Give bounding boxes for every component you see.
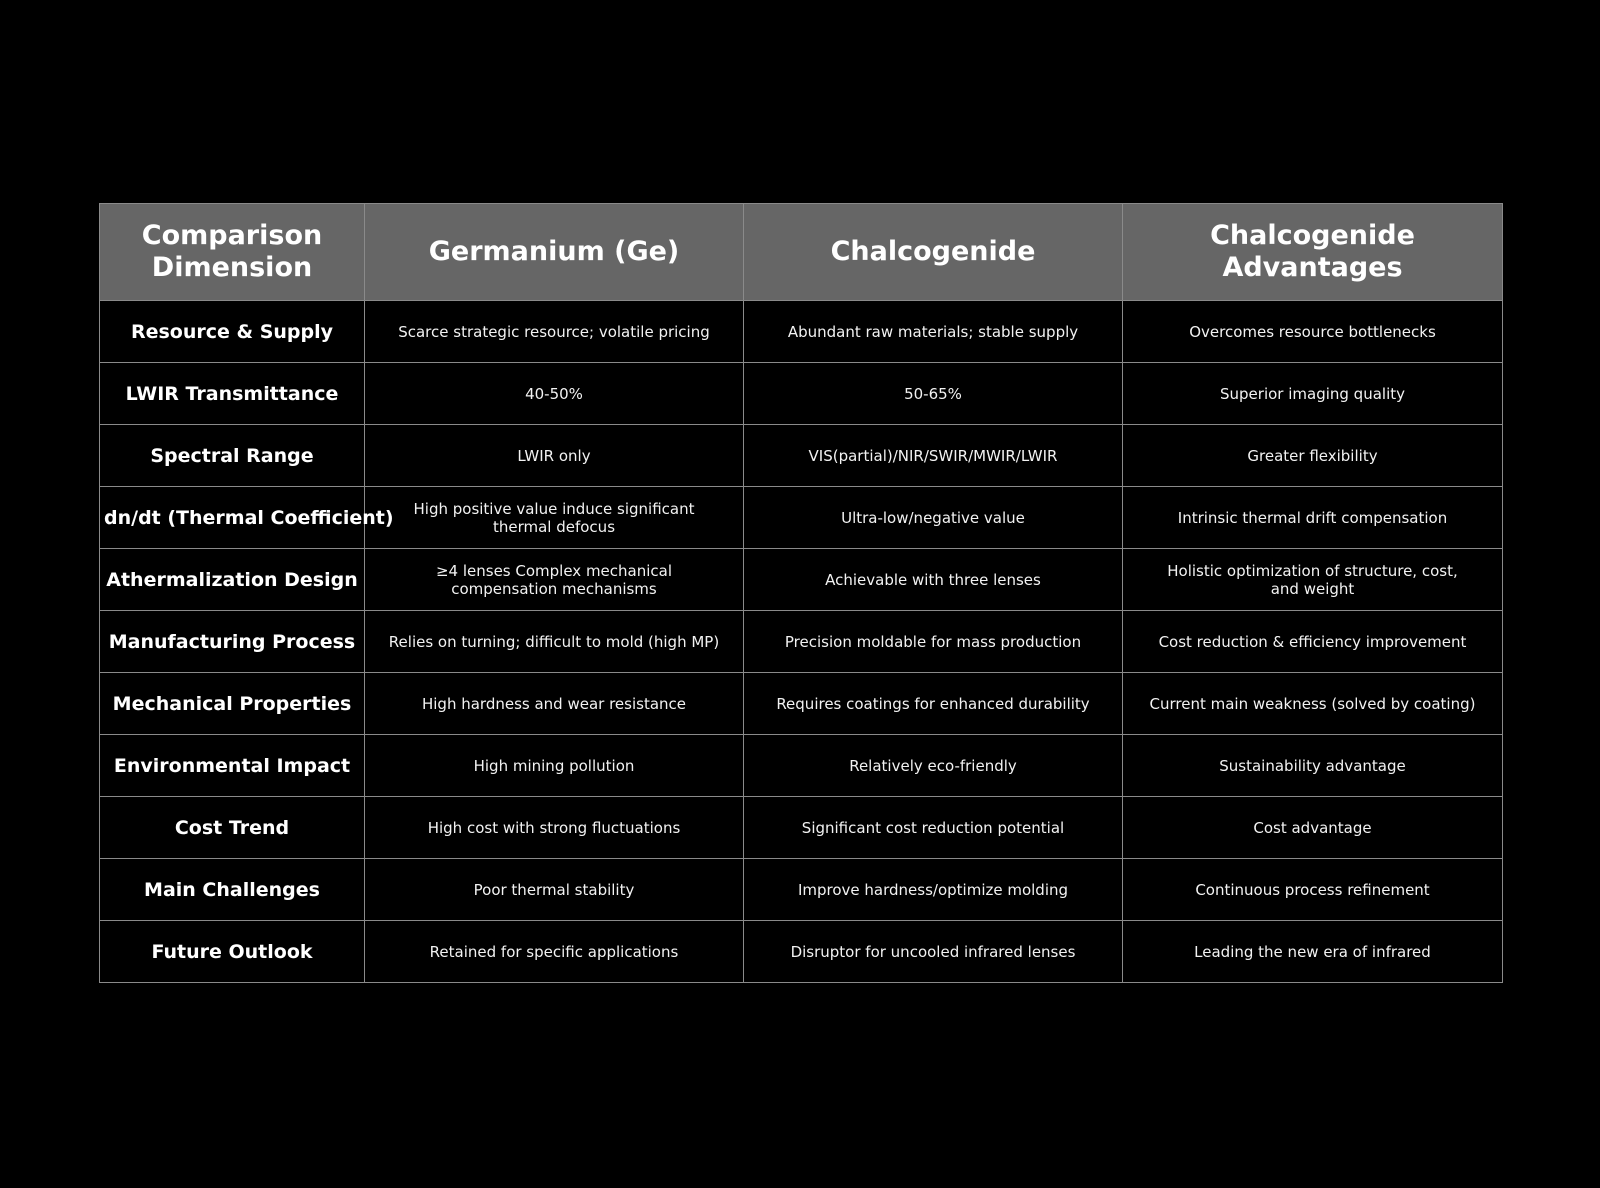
cell-text: ≥4 lenses Complex mechanical compensation mechanisms (435, 561, 673, 598)
table-header (100, 204, 1503, 301)
chalcogenide-cell: 50-65% (744, 363, 1123, 425)
header-row (100, 204, 1503, 301)
cell-text: Holistic optimization of structure, cost, and weight (1167, 561, 1458, 598)
germanium-cell: High hardness and wear resistance (365, 673, 744, 735)
dimension-cell: Cost Trend (100, 797, 365, 859)
advantage-cell: Cost reduction & efficiency improvement (1123, 611, 1503, 673)
germanium-cell: Retained for specific applications (365, 921, 744, 983)
advantage-cell: Continuous process refinement (1123, 859, 1503, 921)
header-label: Comparison Dimension (141, 220, 323, 283)
dimension-cell: Resource & Supply (100, 301, 365, 363)
table-row (100, 921, 1503, 983)
table-row (100, 425, 1503, 487)
dimension-cell: dn/dt (Thermal Coefficient) (100, 487, 365, 549)
comparison-table-container (99, 203, 1502, 983)
germanium-cell (365, 549, 744, 611)
header-germanium (365, 204, 744, 301)
advantage-cell (1123, 549, 1503, 611)
advantage-cell: Sustainability advantage (1123, 735, 1503, 797)
germanium-cell: High cost with strong fluctuations (365, 797, 744, 859)
chalcogenide-cell: Requires coatings for enhanced durability (744, 673, 1123, 735)
chalcogenide-cell: Precision moldable for mass production (744, 611, 1123, 673)
advantage-cell: Superior imaging quality (1123, 363, 1503, 425)
chalcogenide-cell: Achievable with three lenses (744, 549, 1123, 611)
header-chalcogenide (744, 204, 1123, 301)
dimension-cell: Main Challenges (100, 859, 365, 921)
dimension-cell: Mechanical Properties (100, 673, 365, 735)
germanium-cell: LWIR only (365, 425, 744, 487)
table-row (100, 735, 1503, 797)
table-row (100, 611, 1503, 673)
dimension-cell: LWIR Transmittance (100, 363, 365, 425)
header-label: Chalcogenide (830, 236, 1036, 267)
chalcogenide-cell: Relatively eco-friendly (744, 735, 1123, 797)
chalcogenide-cell: Disruptor for uncooled infrared lenses (744, 921, 1123, 983)
dimension-cell: Future Outlook (100, 921, 365, 983)
dimension-cell: Environmental Impact (100, 735, 365, 797)
table-row (100, 549, 1503, 611)
table-row (100, 797, 1503, 859)
table-row (100, 859, 1503, 921)
chalcogenide-cell: Ultra-low/negative value (744, 487, 1123, 549)
table-body (100, 301, 1503, 983)
header-chalcogenide-advantages (1123, 204, 1503, 301)
table-row (100, 363, 1503, 425)
advantage-cell: Intrinsic thermal drift compensation (1123, 487, 1503, 549)
table-row (100, 487, 1503, 549)
cell-text: High positive value induce significant thermal defocus (413, 499, 695, 536)
chalcogenide-cell: Significant cost reduction potential (744, 797, 1123, 859)
header-label: Chalcogenide Advantages (1210, 220, 1415, 283)
germanium-cell: Scarce strategic resource; volatile pricing (365, 301, 744, 363)
germanium-cell: High mining pollution (365, 735, 744, 797)
advantage-cell: Overcomes resource bottlenecks (1123, 301, 1503, 363)
table-row (100, 301, 1503, 363)
header-comparison-dimension (100, 204, 365, 301)
dimension-cell: Athermalization Design (100, 549, 365, 611)
advantage-cell: Leading the new era of infrared (1123, 921, 1503, 983)
chalcogenide-cell: VIS(partial)/NIR/SWIR/MWIR/LWIR (744, 425, 1123, 487)
advantage-cell: Cost advantage (1123, 797, 1503, 859)
germanium-cell: Relies on turning; difficult to mold (high MP) (365, 611, 744, 673)
header-label: Germanium (Ge) (428, 236, 680, 267)
germanium-cell (365, 487, 744, 549)
comparison-table (99, 203, 1503, 983)
dimension-cell: Manufacturing Process (100, 611, 365, 673)
advantage-cell: Greater flexibility (1123, 425, 1503, 487)
chalcogenide-cell: Abundant raw materials; stable supply (744, 301, 1123, 363)
dimension-cell: Spectral Range (100, 425, 365, 487)
germanium-cell: Poor thermal stability (365, 859, 744, 921)
chalcogenide-cell: Improve hardness/optimize molding (744, 859, 1123, 921)
table-row (100, 673, 1503, 735)
germanium-cell: 40-50% (365, 363, 744, 425)
advantage-cell: Current main weakness (solved by coating) (1123, 673, 1503, 735)
